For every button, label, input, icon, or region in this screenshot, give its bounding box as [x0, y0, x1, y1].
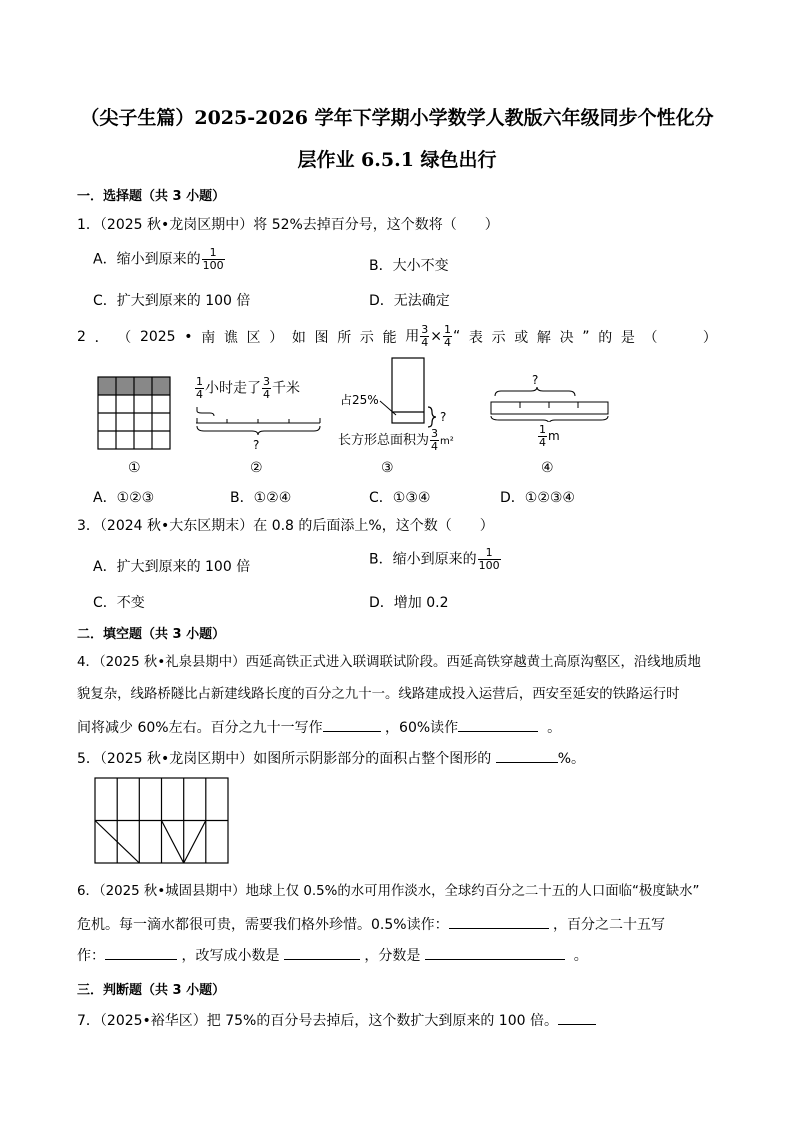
section-judge-heading: 三．判断题（共 3 小题）	[77, 983, 226, 998]
question-3-stem: 3．（2024 秋•大东区期末）在 0.8 的后面添上%，这个数（ ）	[77, 518, 494, 534]
figure-2-caption: $\frac{1}{4}$ 小时走了 $\frac{3}{4}$ 千米	[196, 375, 300, 401]
figure-label-4: ④	[541, 460, 554, 476]
figure-label-3: ③	[381, 460, 394, 476]
figure-3-rectangle	[338, 357, 478, 429]
question-6-line2: 危机。每一滴水都很可贵，需要我们格外珍惜。0.5%读作： ，百分之二十五写	[77, 917, 666, 933]
question-2-option-c: C．①③④	[369, 490, 431, 506]
figure-label-1: ①	[128, 460, 141, 476]
fraction: $\frac{1}{4}$	[443, 323, 451, 349]
question-1-option-a: A．缩小到原来的 $\frac{1}{100}$	[93, 246, 224, 272]
question-2-stem: 2 ． （ 2025 • 南 谯 区 ） 如 图 所 示 能 用 $\frac{3}{4}$ × $\frac{1}{4}$ “ 表 示 或 解 决 ” 的 是 （ ）	[77, 323, 717, 349]
figure-2-line-diagram	[194, 405, 324, 453]
question-2-option-d: D．①②③④	[500, 490, 575, 506]
svg-text:占25%: 占25%	[340, 393, 379, 407]
fraction: $\frac{3}{4}$	[421, 323, 429, 349]
answer-blank[interactable]	[558, 1012, 596, 1025]
figure-label-2: ②	[250, 460, 263, 476]
svg-text:?: ?	[532, 373, 539, 387]
section-fill-heading: 二．填空题（共 3 小题）	[77, 627, 226, 642]
question-3-option-b: B．缩小到原来的 $\frac{1}{100}$	[369, 546, 500, 572]
question-4-line3: 间将减少 60%左右。百分之九十一写作 ，60%读作 。	[77, 720, 562, 736]
section-choice-heading: 一．选择题（共 3 小题）	[77, 189, 226, 204]
svg-text:?: ?	[440, 410, 447, 424]
question-5-figure	[94, 777, 230, 865]
question-3-option-a: A．扩大到原来的 100 倍	[93, 559, 251, 575]
question-4-line1: 4．（2025 秋•礼泉县期中）西延高铁正式进入联调联试阶段。西延高铁穿越黄土高原沟壑区，沿线地质地	[77, 655, 701, 670]
question-3-option-d: D．增加 0.2	[369, 595, 449, 611]
fraction: $\frac{1}{100}$	[478, 546, 500, 572]
question-6-line1: 6．（2025 秋•城固县期中）地球上仅 0.5%的水可用作淡水，全球约百分之二十五的人口面临“极度缺水”	[77, 884, 700, 899]
answer-blank[interactable]	[105, 947, 177, 960]
question-1-stem: 1．（2025 秋•龙岗区期中）将 52%去掉百分号，这个数将（ ）	[77, 217, 499, 233]
svg-text:?: ?	[253, 438, 260, 452]
answer-blank[interactable]	[458, 719, 538, 732]
answer-blank[interactable]	[449, 916, 549, 929]
fraction: $\frac{1}{100}$	[202, 246, 224, 272]
answer-blank[interactable]	[425, 947, 565, 960]
figure-4-caption: $\frac{1}{4}$ m	[539, 423, 560, 449]
question-5-stem: 5．（2025 秋•龙岗区期中）如图所示阴影部分的面积占整个图形的 %。	[77, 751, 586, 767]
answer-blank[interactable]	[284, 947, 360, 960]
question-1-option-c: C．扩大到原来的 100 倍	[93, 293, 251, 309]
question-4-line2: 貌复杂，线路桥隧比占新建线路长度的百分之九十一。线路建成投入运营后，西安至延安的铁路运行时	[77, 687, 680, 702]
question-6-line3: 作： ，改写成小数是 ，分数是 。	[77, 948, 588, 964]
question-1-option-d: D．无法确定	[369, 293, 450, 309]
figure-1-grid	[97, 376, 171, 450]
question-3-option-c: C．不变	[93, 595, 145, 611]
figure-3-caption: 长方形总面积为 $\frac{3}{4}$ m²	[338, 427, 454, 453]
question-2-option-a: A．①②③	[93, 490, 155, 506]
page-title-line1: （尖子生篇）2025-2026 学年下学期小学数学人教版六年级同步个性化分	[80, 107, 714, 129]
answer-blank[interactable]	[323, 719, 381, 732]
question-7-stem: 7．（2025•裕华区）把 75%的百分号去掉后，这个数扩大到原来的 100 倍。	[77, 1012, 596, 1028]
figure-4-line-diagram	[489, 370, 611, 422]
answer-blank[interactable]	[496, 750, 558, 763]
page-title-line2: 层作业 6.5.1 绿色出行	[297, 149, 497, 171]
question-1-option-b: B．大小不变	[369, 258, 449, 274]
question-2-option-b: B．①②④	[230, 490, 292, 506]
